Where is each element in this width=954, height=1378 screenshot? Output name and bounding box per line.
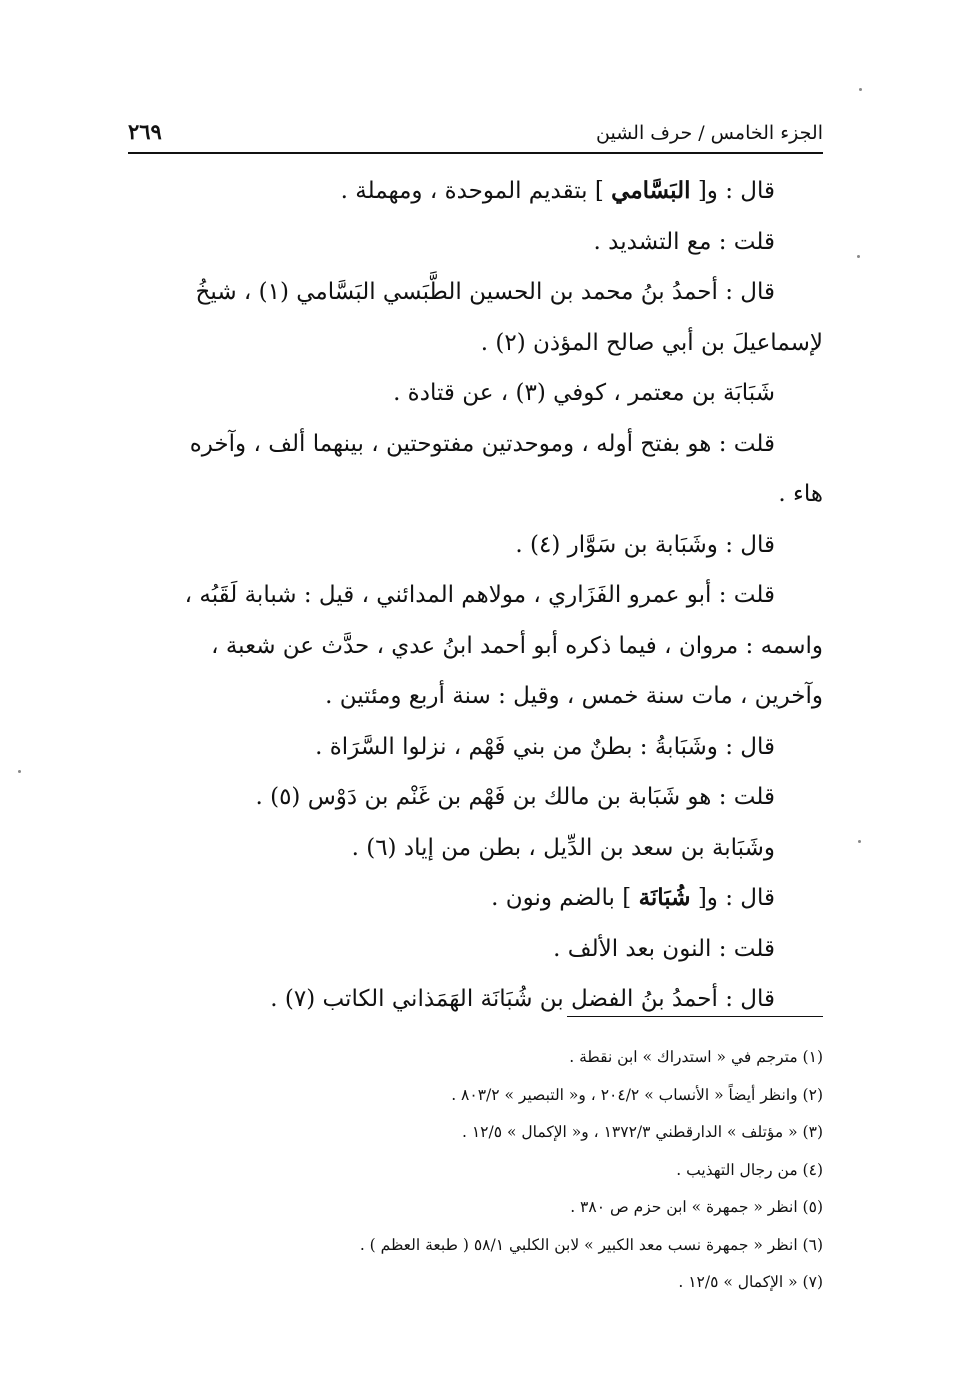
text-line (128, 772, 823, 823)
text-line (128, 166, 823, 217)
footnote: (٧) « الإكمال » ١٢/٥ . (678, 1273, 823, 1291)
text-segment: قال : وشَبَابة بن سَوَّار (٤) . (515, 531, 775, 558)
text-segment: شَبَابَة بن معتمر ، كوفي (٣) ، عن قتادة . (393, 380, 775, 406)
footnote: (٤) من رجال التهذيب . (676, 1160, 823, 1179)
margin-mark (857, 255, 860, 258)
text-segment: لإسماعيلَ بن أبي صالح المؤذن (٢) . (480, 329, 823, 356)
text-segment: وشَبَابة بن سعد بن الدِّيل ، بطن من إياد (٦) . (351, 834, 775, 861)
text-segment: قلت : هو شَبَابة بن مالك بن فَهْم بن غَنْم بن دَوْس (٥) . (255, 784, 775, 810)
footnote: (١) مترجم في « استدراك » ابن نقطة . (569, 1048, 823, 1066)
footnote: (٥) انظر « جمهرة » ابن حزم ص ٣٨٠ . (570, 1198, 823, 1216)
text-line (128, 570, 823, 621)
text-line (128, 368, 823, 419)
text-line (128, 823, 823, 874)
footnote: (٦) انظر « جمهرة نسب معد الكبير » لابن الكلبي ٥٨/١ ( طبعة العظم ) . (359, 1235, 823, 1254)
text-segment: واسمه : مروان ، فيما ذكره أبو أحمد ابنُ عدي ، حدَّث عن شعبة ، (211, 632, 823, 659)
text-segment: قلت : مع التشديد . (593, 228, 775, 255)
footnote-separator (567, 1016, 823, 1017)
text-segment: قال : أحمدُ بنُ الفضل بن شُبَانَة الهَمَذاني الكاتب (٧) . (270, 986, 775, 1012)
text-segment: ] بتقديم الموحدة ، ومهملة . (340, 178, 612, 204)
text-segment: ] بالضم ونون . (491, 885, 639, 911)
header-rule (128, 152, 823, 154)
footnotes (128, 1039, 823, 1302)
footnote: (٢) وانظر أيضاً « الأنساب » ٢٠٤/٢ ، و« التبصير » ٨٠٣/٢ . (451, 1085, 823, 1104)
text-line (128, 469, 823, 520)
text-segment: قال : أحمدُ بنُ محمد بن الحسين الطَّبَسي البَسَّامي (١) ، شيخُ (195, 279, 775, 305)
text-segment: قلت : أبو عمرو الفَزَاري ، مولاهم المدائني ، قيل : شبابة لَقَبُه ، (184, 582, 775, 608)
main-text (128, 166, 823, 1025)
text-segment: قلت : هو بفتح أوله ، وموحدتين مفتوحتين ، بينهما ألف ، وآخره (189, 430, 775, 457)
text-segment: قلت : النون بعد الألف . (553, 935, 775, 962)
text-segment: قال : وشَبَابةُ : بطنٌ من بني فَهْم ، نزلوا السَّرَاة . (315, 733, 775, 760)
bold-term: شُبَانَة (638, 884, 691, 911)
text-segment: وآخرين ، مات سنة خمس ، وقيل : سنة أربع ومئتين . (325, 683, 823, 709)
margin-mark (18, 770, 21, 773)
footnote: (٣) « مؤتلف » الدارقطني ١٣٧٢/٣ ، و« الإكمال » ١٢/٥ . (461, 1123, 823, 1141)
margin-mark (858, 840, 861, 843)
running-title: الجزء الخامس / حرف الشين (596, 122, 823, 144)
text-line (128, 419, 823, 470)
page-header (128, 110, 823, 144)
text-line (128, 924, 823, 975)
page-number: ٢٦٩ (128, 119, 162, 144)
text-line (128, 520, 823, 571)
text-line (128, 722, 823, 773)
text-segment: قال : و[ (690, 885, 775, 911)
text-line (128, 671, 823, 722)
text-line (128, 621, 823, 672)
margin-mark (859, 88, 862, 91)
text-segment: هاء . (778, 481, 823, 507)
bold-term: البَسَّامي (611, 177, 691, 204)
text-line (128, 318, 823, 369)
text-line (128, 217, 823, 268)
text-line (128, 267, 823, 318)
text-line (128, 873, 823, 924)
text-segment: قال : و[ (690, 178, 775, 204)
